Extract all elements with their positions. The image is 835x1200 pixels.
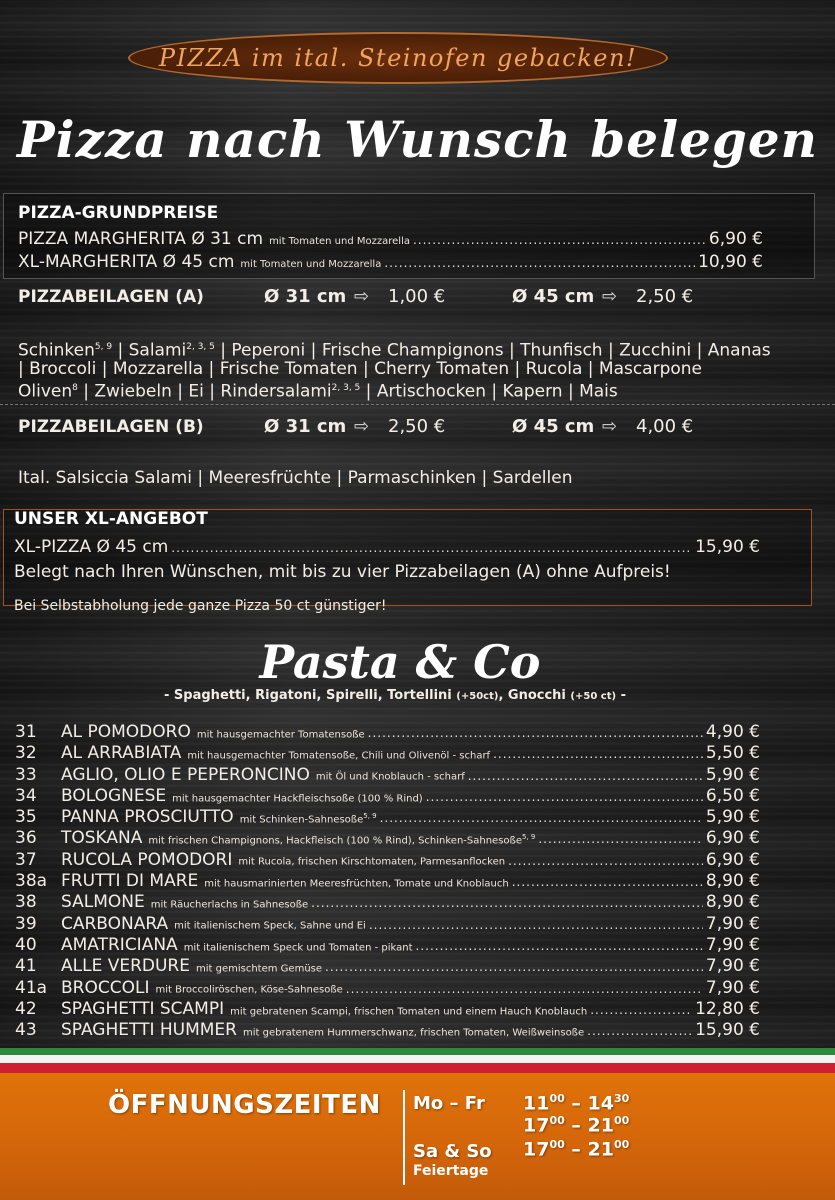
pasta-name: SPAGHETTI HUMMER bbox=[61, 1020, 237, 1041]
pasta-row bbox=[15, 722, 760, 743]
pasta-price: 5,90 € bbox=[705, 807, 760, 828]
allergen-note: 5, 9 bbox=[94, 342, 113, 352]
weekend-slot bbox=[523, 1138, 629, 1160]
opening-hours-title: ÖFFNUNGSZEITEN bbox=[108, 1090, 381, 1120]
pasta-number: 42 bbox=[15, 998, 37, 1019]
item-price: 10,90 € bbox=[698, 252, 763, 272]
dot-leader bbox=[368, 726, 703, 740]
pasta-number: 40 bbox=[15, 934, 37, 955]
pasta-types: - bbox=[616, 688, 626, 703]
desc-text: mit Rucola, frischen Kirschtomaten, Parmesanflocken bbox=[238, 856, 506, 868]
topping-text: Oliven bbox=[18, 381, 73, 402]
desc-text: mit italienischem Speck, Sahne und Ei bbox=[174, 920, 366, 932]
dot-leader bbox=[346, 982, 703, 996]
dot-leader bbox=[325, 960, 703, 974]
pasta-price: 4,90 € bbox=[705, 722, 760, 742]
dot-leader bbox=[512, 875, 703, 889]
dot-leader bbox=[384, 256, 695, 270]
pasta-desc bbox=[238, 854, 505, 867]
item-name: XL-MARGHERITA Ø 45 cm bbox=[18, 252, 235, 272]
topping-text: | Peperoni | Frische Champignons | Thunfisch | Zucchini | Ananas bbox=[214, 340, 771, 361]
pasta-number: 37 bbox=[15, 849, 37, 870]
beilagen-b-toppings: Ital. Salsiccia Salami | Meeresfrüchte | Parmaschinken | Sardellen bbox=[18, 468, 573, 488]
desc-text: mit hausgemachter Hackfleischsoße (100 % Rind) bbox=[172, 792, 423, 804]
pasta-price: 6,50 € bbox=[705, 785, 760, 806]
toppings-line: | Broccoli | Mozzarella | Frische Tomaten | Cherry Tomaten | Rucola | Mascarpone bbox=[18, 359, 703, 380]
xl-row bbox=[14, 537, 760, 557]
pasta-price: 5,90 € bbox=[705, 764, 760, 785]
pasta-price: 6,90 € bbox=[705, 828, 760, 849]
weekend-label: Sa & So bbox=[413, 1141, 492, 1162]
pasta-desc bbox=[187, 748, 490, 761]
weekday-label: Mo – Fr bbox=[413, 1093, 485, 1114]
flag-stripe-green bbox=[0, 1048, 835, 1055]
pasta-row bbox=[15, 999, 760, 1020]
topping-text: Schinken bbox=[18, 340, 95, 361]
pasta-types: - Spaghetti, Rigatoni, Spirelli, Tortellini bbox=[164, 688, 457, 703]
time-minute: 00 bbox=[549, 1114, 565, 1127]
pasta-price: 6,90 € bbox=[705, 849, 760, 870]
toppings-line bbox=[18, 379, 828, 401]
time-minute: 00 bbox=[613, 1114, 630, 1127]
pasta-row bbox=[15, 956, 760, 977]
pasta-number: 38 bbox=[15, 892, 37, 913]
beilagen-b-line bbox=[18, 416, 760, 437]
pasta-desc bbox=[240, 812, 377, 825]
allergen-note: 2, 3, 5 bbox=[186, 342, 215, 352]
beilagen-a-toppings bbox=[18, 338, 828, 401]
dot-leader bbox=[426, 790, 703, 804]
pasta-desc bbox=[196, 961, 322, 974]
dot-leader bbox=[587, 1024, 692, 1038]
flag-stripe-red bbox=[0, 1063, 835, 1073]
xl-header: UNSER XL-ANGEBOT bbox=[14, 509, 208, 529]
time-minute: 00 bbox=[613, 1138, 630, 1151]
grundpreis-row bbox=[18, 229, 763, 252]
pasta-number: 35 bbox=[15, 807, 37, 828]
beilagen-b-header: PIZZABEILAGEN (B) bbox=[18, 417, 204, 437]
dot-leader bbox=[538, 832, 703, 846]
item-desc: mit Tomaten und Mozzarella bbox=[269, 236, 410, 247]
pasta-name: SALMONE bbox=[61, 892, 145, 913]
time-dash: – bbox=[564, 1092, 588, 1115]
size-31: Ø 31 cm bbox=[264, 286, 347, 307]
pasta-price: 7,90 € bbox=[705, 934, 760, 955]
pasta-name: PANNA PROSCIUTTO bbox=[61, 807, 234, 828]
pasta-desc bbox=[184, 940, 413, 953]
pasta-types: , Gnocchi bbox=[498, 688, 571, 703]
price-45: 2,50 € bbox=[636, 286, 694, 307]
grundpreis-row bbox=[18, 252, 763, 275]
pasta-number: 36 bbox=[15, 828, 37, 849]
pasta-name: AL ARRABIATA bbox=[61, 743, 182, 764]
pasta-price: 8,90 € bbox=[705, 892, 760, 913]
dot-leader bbox=[493, 747, 703, 761]
dot-leader bbox=[416, 939, 703, 953]
flag-stripe-white bbox=[0, 1055, 835, 1063]
pickup-note: Bei Selbstabholung jede ganze Pizza 50 ct günstiger! bbox=[14, 598, 387, 614]
pasta-number: 32 bbox=[15, 743, 37, 764]
pasta-price: 15,90 € bbox=[695, 1020, 760, 1041]
desc-text: mit gebratenem Hummerschwanz, frischen Tomaten, Weißweinsoße bbox=[243, 1027, 585, 1039]
beilagen-a-line bbox=[18, 286, 760, 307]
time-hour: 17 bbox=[523, 1138, 550, 1161]
topping-text: | Salami bbox=[112, 340, 187, 361]
desc-text: mit Räucherlachs in Sahnesoße bbox=[150, 899, 309, 911]
grundpreise-header: PIZZA-GRUNDPREISE bbox=[18, 203, 219, 223]
pasta-name: BROCCOLI bbox=[61, 977, 150, 998]
allergen-note: 2, 3, 5 bbox=[331, 382, 361, 393]
dot-leader bbox=[171, 541, 692, 555]
pasta-price: 8,90 € bbox=[705, 871, 760, 892]
arrow-icon: ⇨ bbox=[354, 286, 370, 307]
pasta-number: 41 bbox=[15, 956, 37, 977]
pasta-desc bbox=[151, 897, 308, 910]
arrow-icon: ⇨ bbox=[602, 416, 618, 437]
pasta-name: AMATRICIANA bbox=[61, 934, 178, 955]
desc-text: mit gemischtem Gemüse bbox=[196, 963, 323, 975]
desc-text: mit hausmarinierten Meeresfrüchten, Tomate und Knoblauch bbox=[204, 878, 509, 890]
weekday-slot-2 bbox=[523, 1114, 629, 1136]
pasta-number: 41a bbox=[15, 977, 48, 998]
topping-text: | Artischocken | Kapern | Mais bbox=[360, 381, 618, 402]
pasta-desc bbox=[243, 1025, 584, 1038]
pasta-desc bbox=[197, 727, 365, 740]
pasta-number: 38a bbox=[15, 871, 48, 892]
pasta-name: CARBONARA bbox=[61, 913, 169, 934]
pasta-subtitle bbox=[0, 688, 790, 703]
pasta-number: 33 bbox=[15, 764, 37, 785]
pasta-number: 39 bbox=[15, 913, 37, 934]
pasta-row bbox=[15, 828, 760, 849]
desc-text: mit frischen Champignons, Hackfleisch (100 % Rind), Schinken-Sahnesoße bbox=[148, 835, 522, 847]
dot-leader bbox=[508, 854, 703, 868]
desc-text: mit Schinken-Sahnesoße bbox=[239, 814, 364, 826]
pasta-title: Pasta & Co bbox=[259, 635, 541, 689]
pasta-row bbox=[15, 935, 760, 956]
pasta-row bbox=[15, 892, 760, 913]
item-price: 6,90 € bbox=[708, 229, 763, 249]
pasta-price: 12,80 € bbox=[695, 998, 760, 1019]
pasta-row bbox=[15, 786, 760, 807]
pasta-row bbox=[15, 765, 760, 786]
item-name: XL-PIZZA Ø 45 cm bbox=[14, 537, 169, 557]
pasta-row bbox=[15, 807, 760, 828]
allergen-note: 5, 9 bbox=[521, 833, 536, 842]
pasta-desc bbox=[148, 833, 535, 846]
size-45: Ø 45 cm bbox=[512, 416, 595, 437]
pasta-name: FRUTTI DI MARE bbox=[61, 871, 199, 892]
dot-leader bbox=[468, 769, 703, 783]
pasta-row bbox=[15, 850, 760, 871]
pasta-price: 7,90 € bbox=[705, 956, 760, 977]
allergen-note: 5, 9 bbox=[363, 811, 377, 820]
footer-divider bbox=[403, 1090, 405, 1185]
pasta-desc bbox=[174, 918, 366, 931]
price-45: 4,00 € bbox=[636, 416, 694, 437]
banner-text: PIZZA im ital. Steinofen gebacken! bbox=[158, 44, 638, 72]
holiday-label: Feiertage bbox=[413, 1163, 489, 1179]
pasta-row bbox=[15, 978, 760, 999]
pasta-number: 34 bbox=[15, 785, 37, 806]
top-banner bbox=[128, 32, 668, 84]
divider bbox=[0, 404, 835, 405]
time-minute: 00 bbox=[549, 1138, 565, 1151]
pizza-title: Pizza nach Wunsch belegen bbox=[16, 110, 819, 169]
surcharge-note: (+50ct) bbox=[456, 691, 499, 702]
item-name: PIZZA MARGHERITA Ø 31 cm bbox=[18, 229, 264, 249]
surcharge-note: (+50 ct) bbox=[570, 691, 617, 702]
pasta-price: 7,90 € bbox=[705, 977, 760, 998]
pasta-name: TOSKANA bbox=[61, 828, 143, 849]
item-desc: mit Tomaten und Mozzarella bbox=[240, 259, 382, 270]
pasta-row bbox=[15, 1020, 760, 1041]
desc-text: mit Öl und Knoblauch - scharf bbox=[315, 771, 465, 783]
pasta-price: 5,50 € bbox=[705, 743, 760, 764]
pasta-desc bbox=[230, 1004, 587, 1017]
time-hour: 21 bbox=[587, 1114, 614, 1137]
pasta-desc bbox=[155, 982, 342, 995]
price-31: 1,00 € bbox=[388, 286, 446, 307]
pasta-price: 7,90 € bbox=[705, 913, 760, 934]
weekday-slot-1 bbox=[523, 1092, 629, 1114]
desc-text: mit gebratenen Scampi, frischen Tomaten und einem Hauch Knoblauch bbox=[230, 1005, 588, 1017]
pasta-name: ALLE VERDURE bbox=[61, 956, 190, 977]
arrow-icon: ⇨ bbox=[602, 286, 618, 307]
pasta-number: 31 bbox=[15, 722, 37, 742]
time-dash: – bbox=[564, 1114, 588, 1137]
topping-text: | Zwiebeln | Ei | Rindersalami bbox=[77, 381, 332, 402]
pasta-desc bbox=[172, 791, 423, 804]
time-dash: – bbox=[564, 1138, 588, 1161]
beilagen-a-header: PIZZABEILAGEN (A) bbox=[18, 287, 204, 307]
time-hour: 17 bbox=[523, 1114, 550, 1137]
item-price: 15,90 € bbox=[695, 537, 760, 557]
pasta-row bbox=[15, 914, 760, 935]
dot-leader bbox=[369, 918, 703, 932]
time-hour: 11 bbox=[523, 1092, 550, 1115]
grundpreise-list bbox=[18, 229, 763, 275]
pasta-desc bbox=[204, 876, 508, 889]
pasta-name: RUCOLA POMODORI bbox=[61, 849, 233, 870]
size-45: Ø 45 cm bbox=[512, 286, 595, 307]
pasta-desc bbox=[316, 769, 465, 782]
toppings-line bbox=[18, 338, 828, 360]
desc-text: mit hausgemachter Tomatensoße, Chili und Olivenöl - scharf bbox=[187, 750, 491, 762]
dot-leader bbox=[380, 811, 703, 825]
pasta-list bbox=[15, 722, 760, 1041]
pasta-row bbox=[15, 871, 760, 892]
desc-text: mit Broccoliröschen, Köse-Sahnesoße bbox=[155, 984, 343, 996]
time-hour: 14 bbox=[587, 1092, 614, 1115]
dot-leader bbox=[590, 1003, 692, 1017]
pasta-number: 43 bbox=[15, 1020, 37, 1041]
allergen-note: 8 bbox=[72, 382, 78, 393]
pasta-name: SPAGHETTI SCAMPI bbox=[61, 998, 225, 1019]
desc-text: mit italienischem Speck und Tomaten - pikant bbox=[183, 941, 413, 953]
size-31: Ø 31 cm bbox=[264, 416, 347, 437]
dot-leader bbox=[413, 233, 706, 247]
xl-description: Belegt nach Ihren Wünschen, mit bis zu vier Pizzabeilagen (A) ohne Aufpreis! bbox=[14, 562, 671, 582]
desc-text: mit hausgemachter Tomatensoße bbox=[196, 729, 365, 740]
pasta-name: BOLOGNESE bbox=[61, 785, 167, 806]
time-hour: 21 bbox=[587, 1138, 614, 1161]
pasta-row bbox=[15, 743, 760, 764]
pasta-name: AGLIO, OLIO E PEPERONCINO bbox=[61, 764, 310, 785]
time-minute: 00 bbox=[549, 1092, 565, 1105]
arrow-icon: ⇨ bbox=[354, 416, 370, 437]
dot-leader bbox=[311, 896, 703, 910]
price-31: 2,50 € bbox=[388, 416, 446, 437]
pasta-name: AL POMODORO bbox=[61, 722, 191, 742]
time-minute: 30 bbox=[613, 1092, 630, 1105]
